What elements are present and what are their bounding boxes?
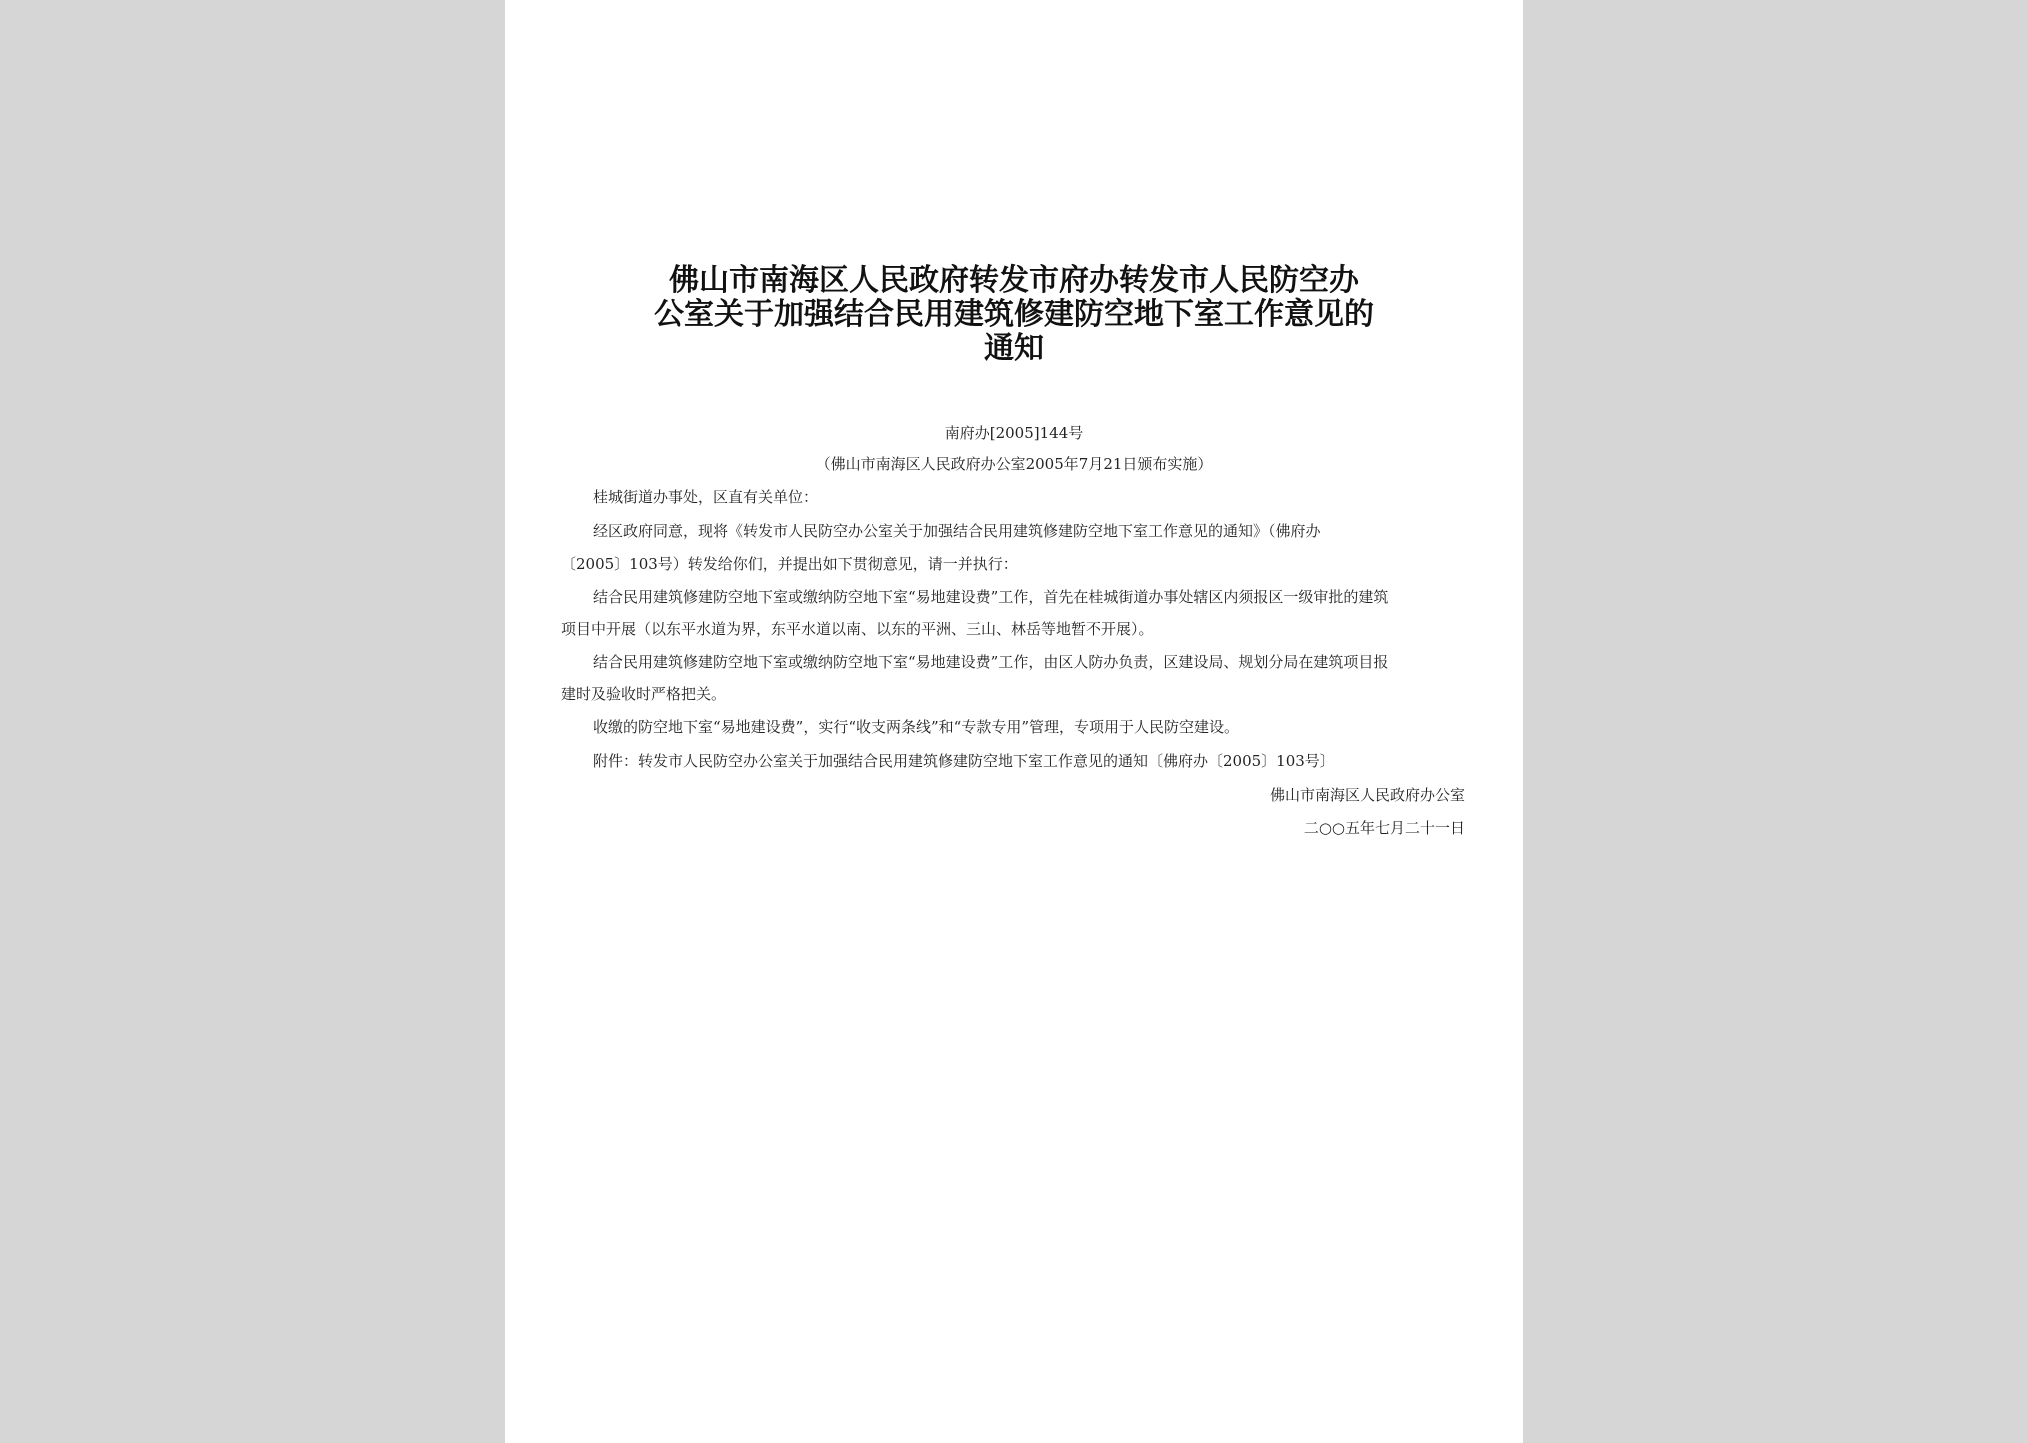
title-line: 通知 xyxy=(984,331,1044,366)
document-number: 南府办[2005]144号 xyxy=(944,424,1084,442)
attachment-line: 附件：转发市人民防空办公室关于加强结合民用建筑修建防空地下室工作意见的通知〔佛府办〔2005〕103号〕 xyxy=(593,752,1335,770)
title-line: 公室关于加强结合民用建筑修建防空地下室工作意见的 xyxy=(654,297,1374,332)
paragraph-line: 收缴的防空地下室“易地建设费”，实行“收支两条线”和“专款专用”管理，专项用于人民防空建设。 xyxy=(593,718,1240,736)
paragraph-line: 结合民用建筑修建防空地下室或缴纳防空地下室“易地建设费”工作，由区人防办负责，区建设局、规划分局在建筑项目报 xyxy=(593,653,1389,671)
document-title xyxy=(560,264,1468,366)
paragraph-line: 结合民用建筑修建防空地下室或缴纳防空地下室“易地建设费”工作，首先在桂城街道办事处辖区内须报区一级审批的建筑 xyxy=(593,588,1389,606)
document-page xyxy=(505,0,1523,1443)
salutation: 桂城街道办事处，区直有关单位： xyxy=(593,488,819,506)
signature-date: 二○○五年七月二十一日 xyxy=(1303,819,1465,837)
issued-note: （佛山市南海区人民政府办公室2005年7月21日颁布实施） xyxy=(815,455,1213,473)
title-line: 佛山市南海区人民政府转发市府办转发市人民防空办 xyxy=(669,263,1359,298)
paragraph-line: 项目中开展（以东平水道为界，东平水道以南、以东的平洲、三山、林岳等地暂不开展）。 xyxy=(561,620,1154,638)
paragraph-line: 经区政府同意，现将《转发市人民防空办公室关于加强结合民用建筑修建防空地下室工作意见的通知》（佛府办 xyxy=(593,522,1321,540)
paragraph-line: 〔2005〕103号）转发给你们，并提出如下贯彻意见，请一并执行： xyxy=(561,555,1018,573)
signature: 佛山市南海区人民政府办公室 xyxy=(1269,786,1465,804)
paragraph-line: 建时及验收时严格把关。 xyxy=(561,685,727,703)
